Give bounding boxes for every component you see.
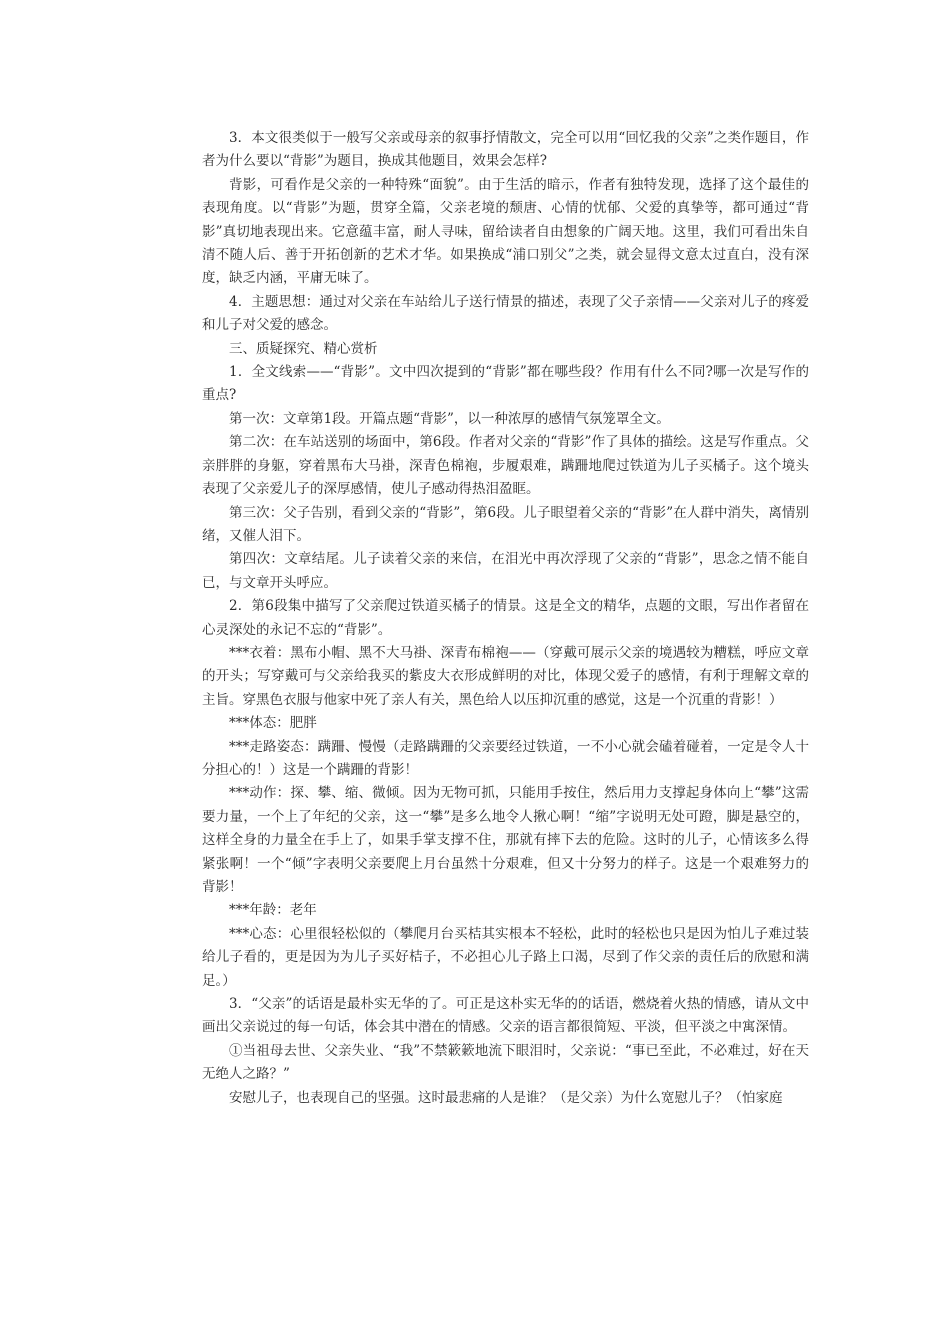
- document-body: [202, 127, 809, 1110]
- paragraph-fourth-mention: 第四次：文章结尾。儿子读着父亲的来信，在泪光中再次浮现了父亲的“背影”，思念之情不能自已，与文章开头呼应。: [202, 551, 809, 591]
- paragraph-second-mention: 第二次：在车站送别的场面中，第6段。作者对父亲的“背影”作了具体的描绘。这是写作重点。父亲胖胖的身躯，穿着黑布大马褂，深青色棉袍，步履艰难，蹒跚地爬过铁道为儿子买橘子。这个境头表现了父亲爱儿子的深厚感情，使儿子感动得热泪盈眶。: [202, 434, 809, 498]
- paragraph-theme: 4．主题思想：通过对父亲在车站给儿子送行情景的描述，表现了父子亲情——父亲对儿子的疼爱和儿子对父爱的感念。: [202, 293, 809, 334]
- paragraph-actions: ***动作：探、攀、缩、微倾。因为无物可抓，只能用手按住，然后用力支撑起身体向上“攀”这需要力量，一个上了年纪的父亲，这一“攀”是多么地令人揪心啊！“缩”字说明无处可蹬，脚是悬空的，这样全身的力量全在手上了，如果手掌支撑不住，那就有摔下去的危险。这时的儿子，心情该多么得紧张啊！一个“倾”字表明父亲要爬上月台虽然十分艰难，但又十分努力的样子。这是一个艰难努力的背影！: [202, 785, 809, 895]
- paragraph-third-mention: 第三次：父子告别，看到父亲的“背影”，第6段。儿子眼望着父亲的“背影”在人群中消失，离情别绪，又催人泪下。: [202, 504, 809, 544]
- paragraph-quote-1: ①当祖母去世、父亲失业、“我”不禁簌簌地流下眼泪时，父亲说：“事已至此，不必难过，好在天无绝人之路？”: [202, 1042, 809, 1083]
- paragraph-physique: ***体态：肥胖: [229, 715, 317, 732]
- paragraph-question-3: 3．本文很类似于一般写父亲或母亲的叙事抒情散文，完全可以用“回忆我的父亲”之类作题目，作者为什么要以“背影”为题目，换成其他题目，效果会怎样?: [202, 130, 809, 170]
- paragraph-clothing: ***衣着：黑布小帽、黑不大马褂、深青布棉袍——（穿戴可展示父亲的境遇较为糟糕，呼应文章的开头；写穿戴可与父亲给我买的紫皮大衣形成鲜明的对比，体现父爱子的感情，有利于理解文章的主旨。穿黑色衣服与他家中死了亲人有关，黑色给人以压抑沉重的感觉，这是一个沉重的背影！）: [202, 644, 809, 708]
- paragraph-mindset: ***心态：心里很轻松似的（攀爬月台买桔其实根本不轻松，此时的轻松也只是因为怕儿子难过装给儿子看的，更是因为为儿子买好桔子，不必担心儿子路上口渴，尽到了作父亲的责任后的欣慰和满足。）: [202, 925, 809, 989]
- paragraph-gait: ***走路姿态：蹒跚、慢慢（走路蹒跚的父亲要经过铁道，一不小心就会磕着碰着，一定是令人十分担心的！）这是一个蹒跚的背影！: [202, 738, 809, 778]
- paragraph-age: ***年龄：老年: [229, 902, 317, 919]
- paragraph-father-words: 3．“父亲”的话语是最朴实无华的了。可正是这朴实无华的的话语，燃烧着火热的情感，请从文中画出父亲说过的每一句话，体会其中潜在的情感。父亲的语言都很简短、平淡，但平淡之中寓深情。: [202, 996, 809, 1036]
- paragraph-clue-question: 1．全文线索——“背影”。文中四次提到的“背影”都在哪些段？作用有什么不同?哪一次是写作的重点?: [202, 364, 809, 404]
- paragraph-first-mention: 第一次：文章第1段。开篇点题“背影”，以一种浓厚的感情气氛笼罩全文。: [229, 410, 670, 427]
- paragraph-section-6: 2．第6段集中描写了父亲爬过铁道买橘子的情景。这是全文的精华，点题的文眼，写出作者留在心灵深处的永记不忘的“背影”。: [202, 598, 809, 638]
- section-heading: 三、质疑探究、精心赏析: [229, 340, 378, 357]
- paragraph-answer-title: 背影，可看作是父亲的一种特殊“面貌”。由于生活的暗示，作者有独特发现，选择了这个最佳的表现角度。以“背影”为题，贯穿全篇，父亲老境的颓唐、心情的忧郁、父爱的真挚等，都可通过“背影”真切地表现出来。它意蕴丰富，耐人寻味，留给读者自由想象的广阔天地。这里，我们可看出朱自清不随人后、善于开拓创新的艺术才华。如果换成“浦口别父”之类，就会显得文意太过直白，没有深度，缺乏内涵，平庸无味了。: [202, 176, 809, 287]
- paragraph-comfort: 安慰儿子，也表现自己的坚强。这时最悲痛的人是谁？（是父亲）为什么宽慰儿子？（怕家庭: [229, 1089, 783, 1106]
